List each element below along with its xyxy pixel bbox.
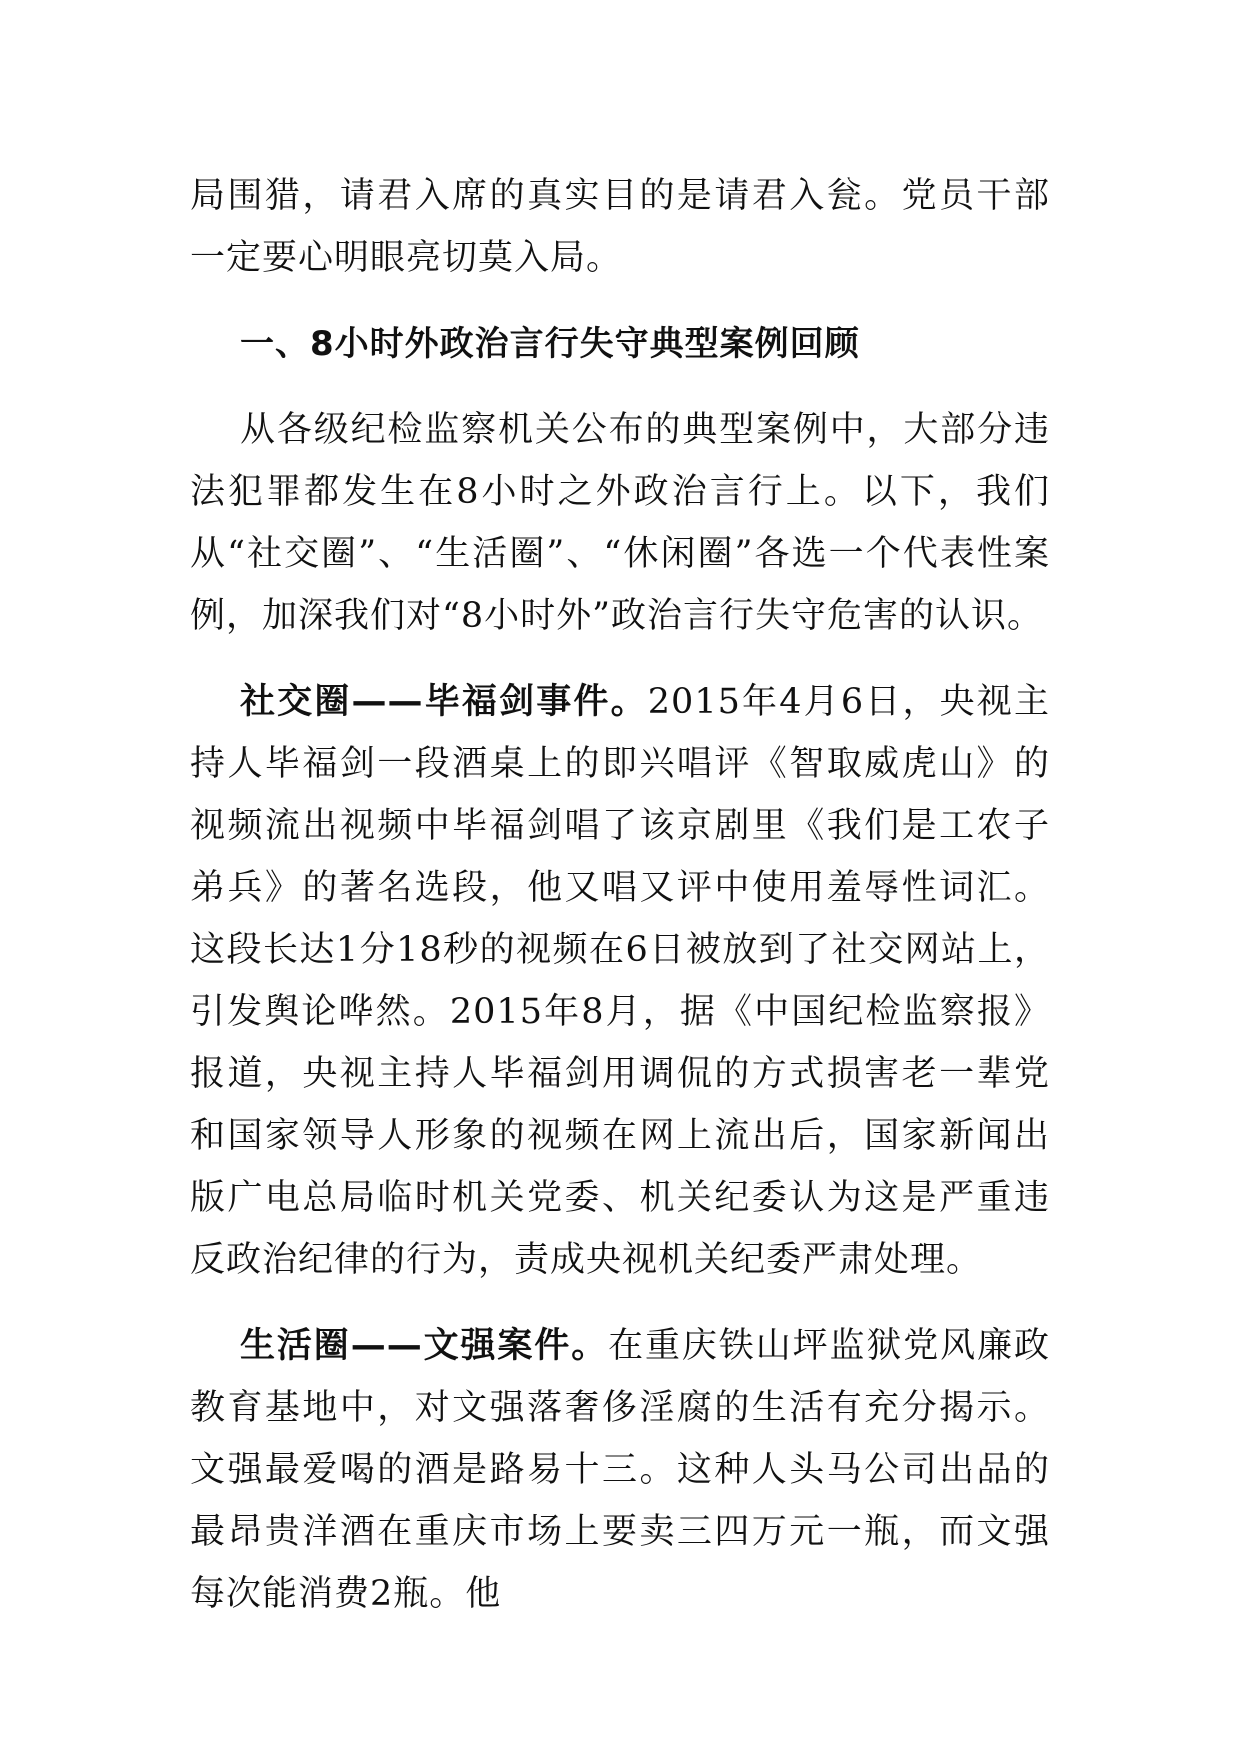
case-paragraph-social xyxy=(190,671,1050,1291)
case-text-life: 在重庆铁山坪监狱党风廉政教育基地中，对文强落奢侈淫腐的生活有充分揭示。文强最爱喝的酒是路易十三。这种人头马公司出品的最昂贵洋酒在重庆市场上要卖三四万元一瓶，而文强每次能消费2瓶。他 xyxy=(190,1326,1050,1614)
case-lead-life: 生活圈——文强案件。 xyxy=(240,1326,609,1366)
case-text-social: 2015年4月6日，央视主持人毕福剑一段酒桌上的即兴唱评《智取威虎山》的视频流出视频中毕福剑唱了该京剧里《我们是工农子弟兵》的著名选段，他又唱又评中使用羞辱性词汇。这段长达1分18秒的视频在6日被放到了社交网站上，引发舆论哗然。2015年8月，据《中国纪检监察报》报道，央视主持人毕福剑用调侃的方式损害老一辈党和国家领导人形象的视频在网上流出后，国家新闻出版广电总局临时机关党委、机关纪委认为这是严重违反政治纪律的行为，责成央视机关纪委严肃处理。 xyxy=(190,682,1050,1280)
case-paragraph-life xyxy=(190,1315,1050,1625)
intro-paragraph: 局围猎，请君入席的真实目的是请君入瓮。党员干部一定要心明眼亮切莫入局。 xyxy=(190,176,1050,278)
overview-paragraph: 从各级纪检监察机关公布的典型案例中，大部分违法犯罪都发生在8小时之外政治言行上。以下，我们从“社交圈”、“生活圈”、“休闲圈”各选一个代表性案例，加深我们对“8小时外”政治言行失守危害的认识。 xyxy=(190,410,1050,636)
case-lead-social: 社交圈——毕福剑事件。 xyxy=(240,682,648,722)
document-body xyxy=(190,165,1050,1649)
section-heading: 一、8小时外政治言行失守典型案例回顾 xyxy=(240,324,860,364)
